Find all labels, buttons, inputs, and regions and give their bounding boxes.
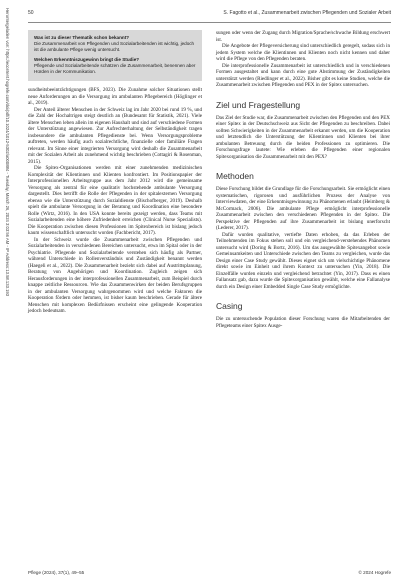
right-body-text — [216, 30, 390, 329]
left-column — [28, 30, 202, 315]
journal-citation: Pflege (2024), 37(1), 49–55 — [28, 570, 85, 575]
body-paragraph: Diese Forschung bildet die Grundlage für die Forschungsarbeit. Sie ermöglicht einen systematischen, rigorosen und ausführlichen Prozess der Analyse von Interviewdaten, der eine Erkenntnisgewinnung zu Phänomenen erlaubt (Heimberg & McCormack, 2006). Die ambulante Pflege ermöglicht interprofessionelle Zusammenarbeit zwischen den verschiedenen Pflegenden in der Spitex. Die Perspektive der Pflegenden auf ihre Zusammenarbeit ist bislang unerforscht (Lederer, 2017). — [216, 186, 390, 231]
download-info-text: Heruntergeladen von: https://econtent.hogrefe.com/doi/pdf/10.1024/1012-5302/a000884 - Tuesday, March 26, 2024 3:03:56 AM - IP Address:13.58.133.193 — [5, 8, 10, 297]
body-paragraph: Der Anteil älterer Menschen in der Schweiz lag im Jahr 2020 bei rund 19 %, und die Zahl der Hochaltrigen steigt deutlich an (Bundesamt für Statistik, 2021). Viele ältere Menschen leben allein im eigenen Haushalt und sind auf verschiedene Formen der Unterstützung angewiesen. Zur Aufrechterhaltung der Selbständigkeit tragen insbesondere die ambulanten Pflegedienste bei. Wenn Versorgungsprobleme auftreten, werden häufig auch sozialrechtliche, finanzielle oder familiäre Fragen relevant. Im Sinne einer integrierten Versorgung wird deshalb die Zusammenarbeit mit der Sozialen Arbeit als zunehmend wichtig beschrieben (Cottagiri & Rosenman, 2015). — [28, 106, 202, 165]
box-question: Was ist zu dieser Thematik schon bekannt? — [34, 35, 130, 40]
box-question: Welchen Erkenntniszugewinn bringt die Studie? — [34, 57, 140, 62]
section-heading: Ziel und Fragestellung — [216, 99, 301, 110]
running-title: S. Fagotto et al., Zusammenarbeit zwischen Pflegenden und Sozialer Arbeit — [223, 10, 391, 16]
box-answer: Pflegende und Sozialarbeitende schätzen die Zusammenarbeit, benennen aber Hürden in der Kommunikation. — [34, 63, 196, 74]
body-paragraph: In der Schweiz wurde die Zusammenarbeit zwischen Pflegenden und Sozialarbeitenden in verschiedenen Bereichen untersucht, etwa im Spital oder in der Psychiatrie. Pflegende und Sozialarbeitende verstehen sich häufig als Partner, während Unterschiede in Rollenverständnis und Zuständigkeit benannt werden (Haegeli et al., 2022). Die Zusammenarbeit bezieht sich dabei auf Austrittsplanung, Beratung von Angehörigen und Koordination. Zugleich zeigen sich Herausforderungen in der interprofessionellen Zusammenarbeit, zum Beispiel durch knappe zeitliche Ressourcen. Wie das Zusammenwirken der beiden Berufsgruppen in der ambulanten Versorgung wahrgenommen wird und welche Faktoren die Kooperation fördern oder hemmen, ist bisher kaum beschrieben. Gerade für ältere Menschen mit komplexen Bedürfnissen erscheint eine gelingende Kooperation jedoch bedeutsam. — [28, 236, 202, 314]
right-column — [216, 30, 390, 329]
body-paragraph: sundheitsbeeinträchtigungen (BFS, 2023). Die Zunahme solcher Situationen stellt neue Anforderungen an die Versorgung im ambulanten Pflegebereich (Höglinger et al., 2019). — [28, 87, 202, 106]
page-header — [28, 8, 391, 23]
page-number: 50 — [28, 10, 34, 16]
body-paragraph: sungen oder wenn der Zugang durch Migration/Sprache/schwache Bildung erschwert ist. — [216, 30, 390, 43]
body-paragraph: Dafür wurden qualitative, vertiefte Daten erhoben, da das Erleben der Teilnehmenden im Fokus stehen soll und ein vergleichend-verstehendes Phänomen untersucht wird (Doring & Bortz, 2016). Um das ausgewählte Spitexangebot sowie Gemeinsamkeiten und Unterschiede zwischen den Teams zu vergleichen, wurde das Design einer Case Study gewählt. Dieses eignet sich um vielschichtige Phänomene direkt sowie im Einheit und ihrem Kontext zu untersuchen (Yin, 2018). Die Einzelfälle wurden einzeln und vergleichend betrachtet (Yin, 2017). Dass es einen Fallansatz gab, dazu wurde die Spitexorganisation gewählt, welche eine Fallanalyse durch ein Design einer Embedded Single Case Study ermöglichte. — [216, 231, 390, 290]
download-watermark — [2, 8, 10, 578]
left-body-text — [28, 87, 202, 315]
section-heading: Casing — [216, 301, 243, 311]
body-paragraph: Das Ziel der Studie war, die Zusammenarbeit zwischen den Pflegenden und den PEX einer Spitex in der Deutschschweiz aus Sicht der Pflegenden zu beschreiben. Dabei sollten Schwierigkeiten in der Zusammenarbeit erkannt werden, um die Kooperation und letztendlich die Unterstützung der Klientinnen und Klienten bei ihrer ambulanten Betreuung durch die beiden Professionen zu optimieren. Die Forschungsfrage lautete: Wie erleben die Pflegenden einer regionalen Spitexorganisation die Zusammenarbeit mit den PEX? — [216, 114, 390, 160]
body-paragraph: Die zu untersuchende Population dieser Forschung waren die Mitarbeitenden der Pflegeteams einer Spitex Ausge- — [216, 316, 390, 329]
key-findings-box — [28, 30, 202, 81]
box-answer: Die Zusammenarbeit von Pflegenden und Sozialarbeitenden ist wichtig, jedoch ist die ambulante Pflege wenig untersucht. — [34, 41, 195, 52]
section-heading: Methoden — [216, 171, 254, 181]
body-paragraph: Die interprofessionelle Zusammenarbeit ist unterschiedlich und in verschiedenen Formen ausgestaltet und kann durch eine gute Abstimmung der Zuständigkeiten unterstützt werden (Riedlinger et al., 2022). Bisher gibt es keine Studien, welche die Zusammenarbeit zwischen Pflegenden und PEX in der Spitex untersuchen. — [216, 62, 390, 88]
body-paragraph: Die Spitex-Organisationen werden mit einer zunehmenden medizinischen Komplexität der Klientinnen und Klienten konfrontiert. Im Positionspapier der Interprofessionellen Arbeitsgruppe aus dem Jahr 2012 wird die gemeinsame Versorgung als zentral für eine qualitativ hochstehende ambulante Versorgung dargestellt. Dies betrifft die Rolle der Pflegenden in der spitalexternen Versorgung ebenso wie die Unterstützung durch Sozialdienste (Bischofberger, 2019). Deshalb spielt die ambulante Versorgung in der Beratung und Koordination eine besondere Rolle (Wirtz, 2016). In den USA konnte bereits gezeigt werden, dass Teams mit Sozialarbeitenden eine höhere Zufriedenheit erreichen (Clinical Nurse Specialists). Die Kooperation zwischen diesen Professionen im Spitexbereich ist bislang jedoch kaum wissenschaftlich untersucht worden (Fachbericht, 2017). — [28, 165, 202, 236]
body-paragraph: Die Angebote der Pflegeversicherung sind unterschiedlich geregelt, sodass sich in jedem System welche die Klientinnen und Klienten noch nicht kennen und daher wird die Pflege von den Pflegenden beraten. — [216, 43, 390, 62]
copyright-notice: © 2024 Hogrefe — [358, 570, 391, 575]
